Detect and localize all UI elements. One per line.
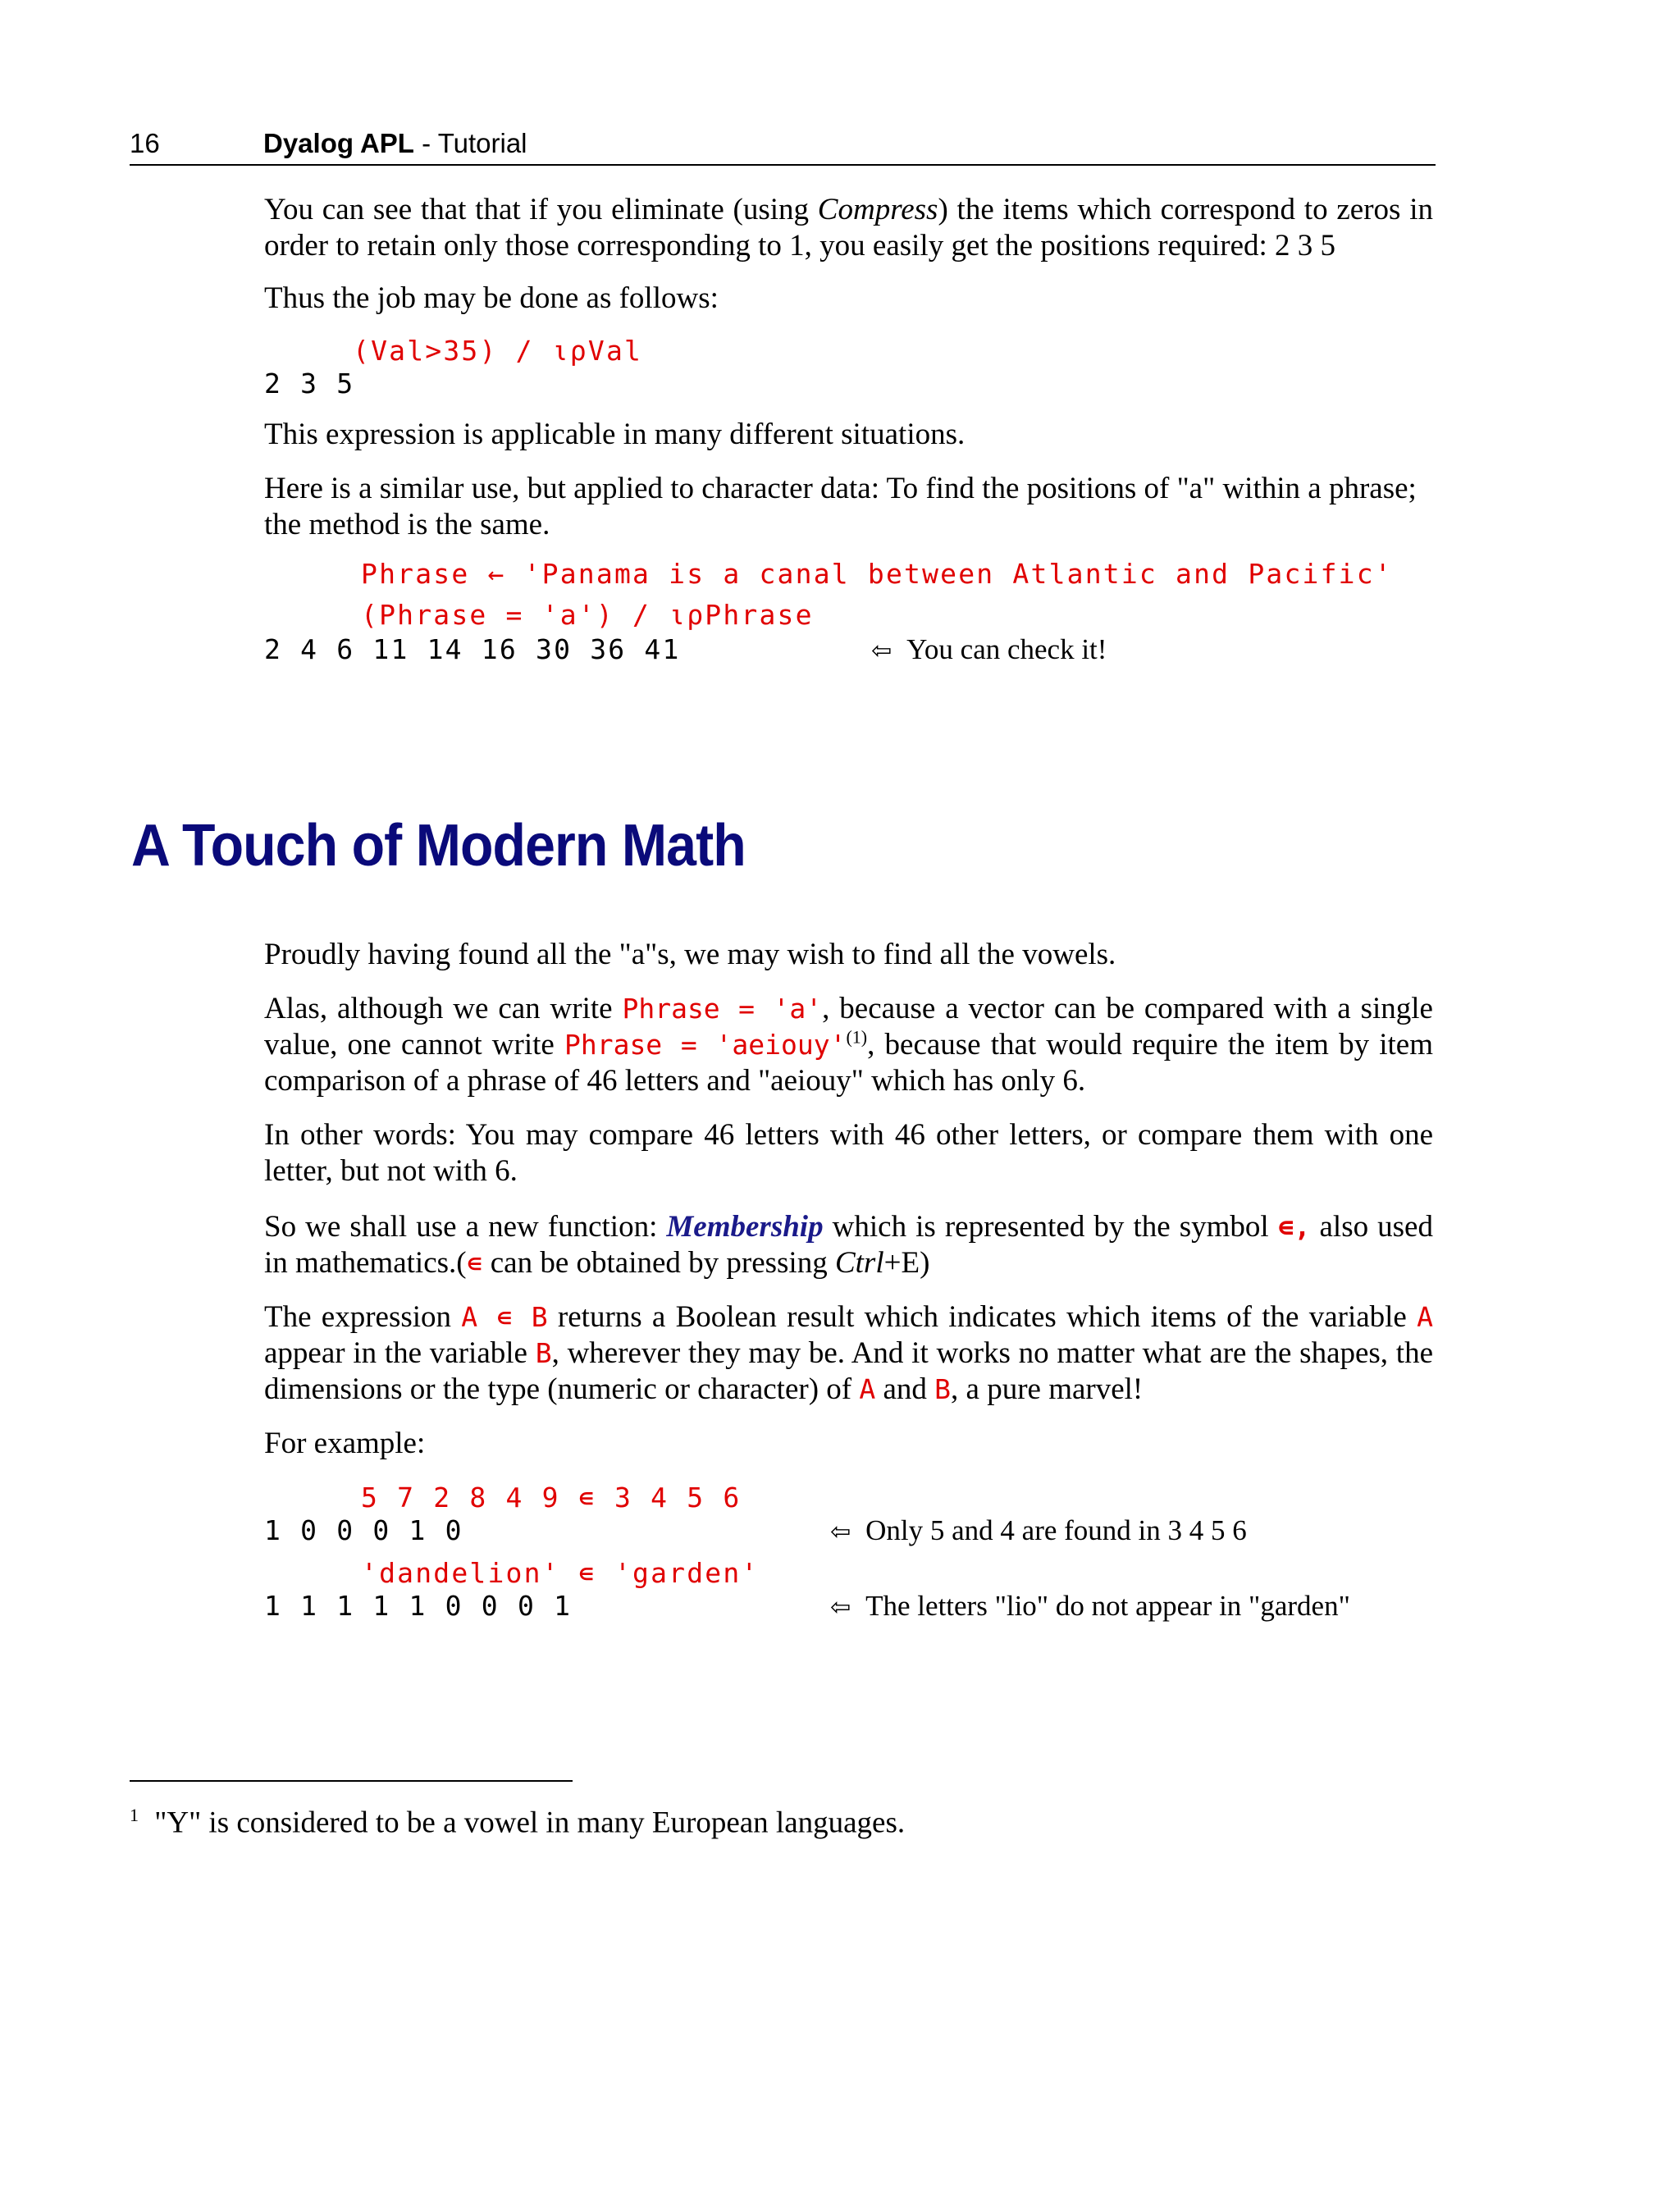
code-input-phrase-assign: Phrase ← 'Panama is a canal between Atlantic and Pacific' [361, 558, 1393, 590]
text-run: The expression [264, 1300, 462, 1334]
text-run: , wherever they may be. And it works no matter what are the shapes, the dimensions or the type (numeric or character) of [264, 1336, 1434, 1406]
code-input-compress: (Val>35) / ⍳⍴Val [353, 335, 643, 367]
text-run: also used in mathematics.( [264, 1210, 1433, 1280]
inline-code: B [535, 1337, 552, 1369]
page-number: 16 [130, 128, 160, 158]
footnote-reference: (1) [846, 1026, 868, 1048]
footnote-mark: 1 [130, 1805, 139, 1825]
note-text: You can check it! [906, 633, 1107, 665]
emphasis-compress: Compress [817, 193, 938, 226]
footnote-text: "Y" is considered to be a vowel in many European languages. [147, 1806, 906, 1840]
paragraph-for-example: For example: [264, 1427, 426, 1460]
text-run: can be obtained by pressing [482, 1246, 835, 1280]
running-title-rest: - Tutorial [413, 128, 527, 158]
code-output-char-membership: 1 1 1 1 1 0 0 0 1 [264, 1590, 573, 1622]
paragraph-other-words: In other words: You may compare 46 letters with 46 other letters, or compare them with one letter, but not with 6. [264, 1118, 1433, 1188]
code-input-char-membership: 'dandelion' ∊ 'garden' [361, 1557, 760, 1589]
text-run: returns a Boolean result which indicates which items of the variable [547, 1300, 1418, 1334]
paragraph-character-data: Here is a similar use, but applied to character data: To find the positions of "a" within a phrase; the method is the same. [264, 472, 1417, 541]
text-run: , because that would require the item by item comparison of a phrase of 46 letters and "aeiouy" which has only 6. [264, 1028, 1433, 1098]
text-run: appear in the variable [264, 1336, 536, 1370]
code-input-phrase-compress: (Phrase = 'a') / ⍳⍴Phrase [361, 599, 814, 631]
inline-code: A [859, 1373, 876, 1405]
text-run: You can see that that if you eliminate (using [264, 193, 818, 226]
note-check-it [871, 633, 1107, 666]
inline-code: Phrase = 'aeiouy' [564, 1029, 847, 1061]
paragraph-alas [264, 991, 1433, 1099]
text-run: So we shall use a new function: [264, 1210, 667, 1244]
text-run: +E) [883, 1246, 930, 1280]
text-run: and [875, 1372, 935, 1406]
term-membership: Membership [666, 1210, 824, 1244]
paragraph-applicable: This expression is applicable in many different situations. [264, 418, 966, 451]
code-output-phrase: 2 4 6 11 14 16 30 36 41 [264, 633, 681, 665]
text-run: Alas, although we can write [264, 992, 623, 1025]
running-title [263, 128, 527, 159]
text-run: , a pure marvel! [951, 1372, 1144, 1406]
footnote-divider [130, 1780, 573, 1782]
inline-code: ∊, [1277, 1211, 1311, 1243]
page-header [130, 125, 1436, 166]
paragraph-expression [264, 1299, 1433, 1408]
inline-code: B [934, 1373, 952, 1405]
text-run: ) the items which correspond to zeros in order to retain only those corresponding to 1, you easily get the positions required: 2 3 5 [264, 193, 1433, 263]
left-arrow-icon: ⇦ [830, 1518, 851, 1546]
inline-code: ∊ [466, 1247, 483, 1279]
left-arrow-icon: ⇦ [871, 637, 892, 665]
paragraph-vowels: Proudly having found all the "a"s, we may wish to find all the vowels. [264, 938, 1116, 971]
emphasis-key: Ctrl [834, 1246, 884, 1280]
paragraph-thus: Thus the job may be done as follows: [264, 281, 719, 315]
note-text: The letters "lio" do not appear in "garden" [865, 1590, 1350, 1622]
inline-code: A ∊ B [461, 1301, 548, 1333]
text-run: which is represented by the symbol [823, 1210, 1278, 1244]
note-text: Only 5 and 4 are found in 3 4 5 6 [865, 1514, 1247, 1546]
code-input-numeric-membership: 5 7 2 8 4 9 ∊ 3 4 5 6 [361, 1482, 742, 1514]
note-lio [830, 1590, 1350, 1623]
code-output-compress: 2 3 5 [264, 368, 355, 400]
running-title-bold: Dyalog APL [263, 128, 414, 158]
text-run: , because a vector can be compared with a single value, one cannot write [264, 992, 1433, 1062]
note-only-5-and-4 [830, 1514, 1247, 1547]
inline-code: Phrase = 'a' [622, 993, 823, 1025]
inline-code: A [1417, 1301, 1433, 1333]
section-heading: A Touch of Modern Math [131, 813, 746, 879]
code-output-numeric-membership: 1 0 0 0 1 0 [264, 1514, 463, 1546]
paragraph-membership [264, 1209, 1433, 1281]
left-arrow-icon: ⇦ [830, 1593, 851, 1622]
footnote [130, 1805, 905, 1840]
paragraph-compress [264, 192, 1433, 264]
